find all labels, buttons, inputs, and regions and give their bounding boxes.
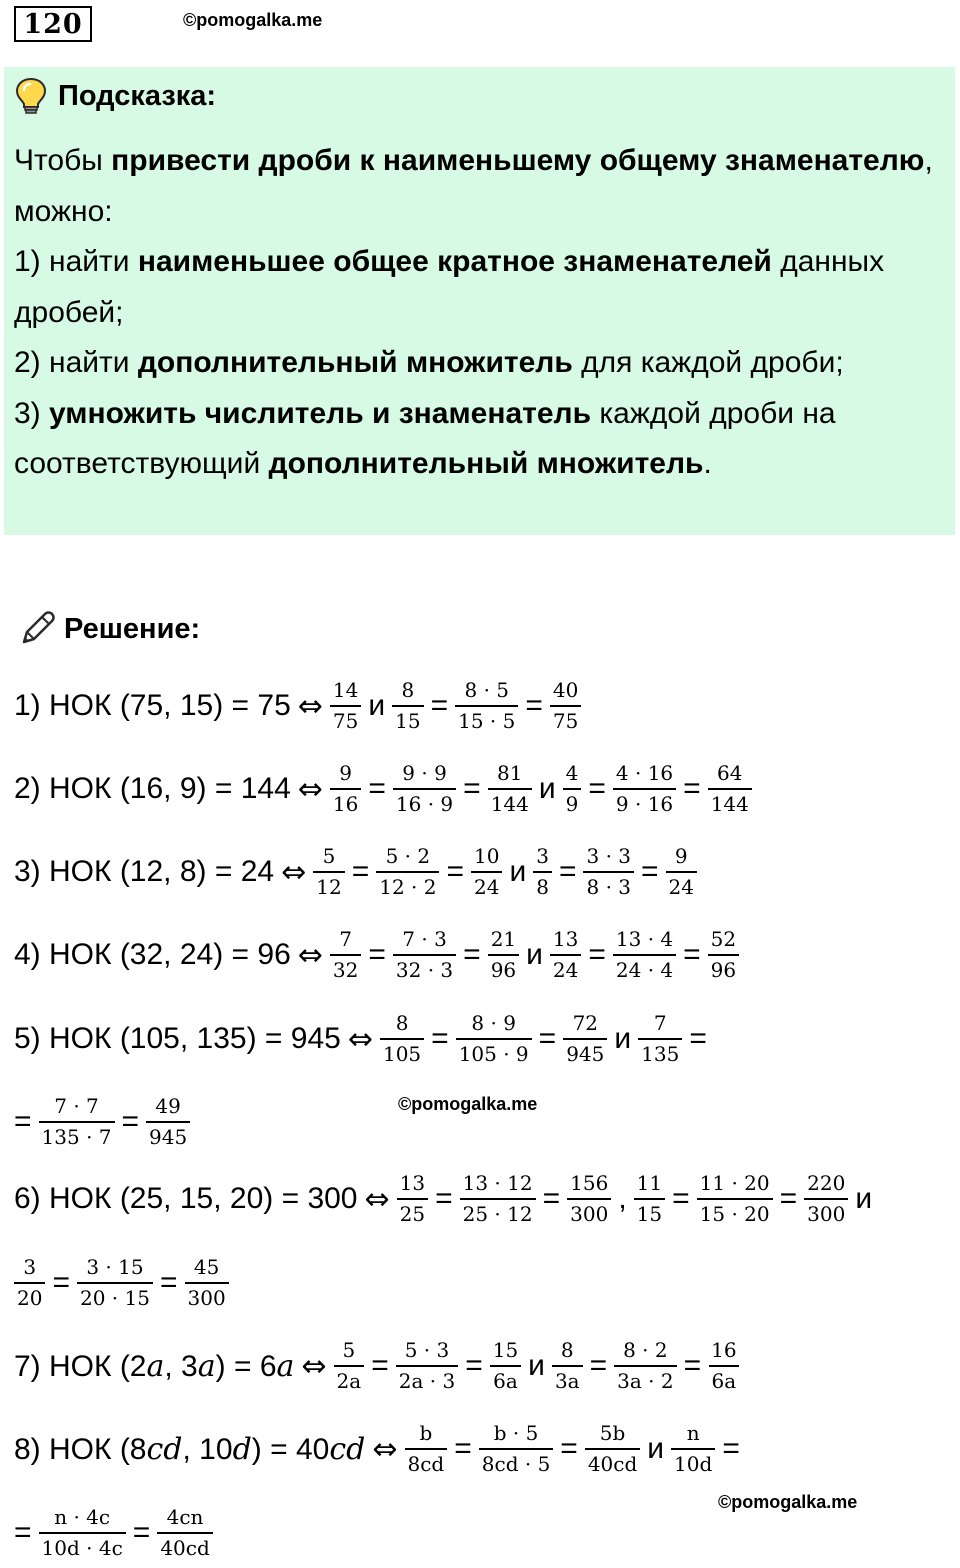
- fraction: $\frac{b \cdot 5}{8cd \cdot 5}$: [479, 1421, 554, 1477]
- fraction: $\frac{11 \cdot 20}{15 \cdot 20}$: [697, 1171, 773, 1227]
- equals-sign: =: [132, 1516, 151, 1549]
- watermark: ©pomogalka.me: [398, 1094, 538, 1114]
- iff-symbol: ⇔: [347, 1021, 373, 1057]
- fraction: $\frac{13}{24}$: [550, 927, 581, 983]
- fraction: $\frac{15}{6a}$: [490, 1338, 521, 1394]
- fraction: $\frac{16}{6a}$: [708, 1338, 739, 1394]
- pencil-icon: [18, 610, 56, 648]
- lcm-label: 2) НОК (16, 9) = 144: [14, 772, 291, 805]
- watermark: ©pomogalka.me: [718, 1492, 858, 1512]
- lcm-label: 1) НОК (75, 15) = 75: [14, 689, 291, 722]
- equals-sign: =: [368, 938, 386, 971]
- and-word: и: [538, 772, 556, 805]
- equals-sign: =: [588, 938, 606, 971]
- solution-title: [18, 608, 200, 650]
- solution-line-6-cont: [14, 1250, 229, 1316]
- equals-sign: =: [588, 772, 606, 805]
- equals-sign: =: [454, 1432, 472, 1465]
- fraction: $\frac{52}{96}$: [708, 927, 739, 983]
- lcm-label: 4) НОК (32, 24) = 96: [14, 938, 291, 971]
- equals-sign: =: [463, 938, 481, 971]
- fraction: $\frac{8 \cdot 5}{15 \cdot 5}$: [455, 678, 518, 734]
- equals-sign: =: [689, 1022, 707, 1055]
- and-word: и: [509, 855, 527, 888]
- solution-line-5: [14, 1006, 707, 1072]
- equals-sign: =: [431, 1022, 449, 1055]
- iff-symbol: ⇔: [301, 1348, 327, 1384]
- fraction: $\frac{220}{300}$: [804, 1171, 848, 1227]
- fraction: $\frac{8}{105}$: [380, 1011, 424, 1067]
- hint-text: [14, 136, 944, 490]
- lcm-label: 5) НОК (105, 135) = 945: [14, 1022, 341, 1055]
- hint-paragraph-3: 2) найти дополнительный множитель для каждой дроби;: [14, 346, 844, 379]
- equals-sign: =: [435, 1182, 453, 1215]
- solution-line-5-cont: [14, 1089, 190, 1155]
- equals-sign: =: [446, 855, 464, 888]
- fraction: $\frac{156}{300}$: [567, 1171, 611, 1227]
- solution-line-6: [14, 1166, 872, 1232]
- equals-sign: =: [351, 855, 370, 888]
- equals-sign: =: [159, 1266, 178, 1299]
- equals-sign: =: [558, 855, 577, 888]
- fraction: $\frac{9}{16}$: [330, 761, 361, 817]
- iff-symbol: ⇔: [281, 854, 307, 890]
- solution-line-8: [14, 1416, 740, 1482]
- fraction: $\frac{72}{945}$: [563, 1011, 607, 1067]
- equals-sign: =: [641, 855, 659, 888]
- comma: ,: [618, 1182, 627, 1215]
- equals-sign: =: [14, 1516, 32, 1549]
- fraction: $\frac{81}{144}$: [488, 761, 532, 817]
- hint-title: [14, 76, 216, 116]
- fraction: $\frac{8 \cdot 9}{105 \cdot 9}$: [456, 1011, 532, 1067]
- fraction: $\frac{13 \cdot 4}{24 \cdot 4}$: [613, 927, 676, 983]
- solution-line-7: [14, 1333, 740, 1399]
- fraction: $\frac{4cn}{40cd}$: [157, 1505, 212, 1561]
- fraction: $\frac{14}{75}$: [330, 678, 361, 734]
- solution-heading: Решение:: [64, 612, 201, 645]
- equals-sign: =: [683, 1349, 702, 1382]
- fraction: $\frac{5 \cdot 2}{12 \cdot 2}$: [376, 844, 439, 900]
- fraction: $\frac{10}{24}$: [471, 844, 502, 900]
- and-word: и: [614, 1022, 632, 1055]
- solution-line-2: [14, 756, 752, 822]
- equals-sign: =: [368, 772, 386, 805]
- fraction: $\frac{11}{15}$: [634, 1171, 665, 1227]
- equals-sign: =: [779, 1182, 798, 1215]
- equals-sign: =: [683, 938, 701, 971]
- watermark: ©pomogalka.me: [183, 10, 323, 30]
- iff-symbol: ⇔: [297, 937, 323, 973]
- fraction: $\frac{5}{12}$: [313, 844, 344, 900]
- fraction: $\frac{13 \cdot 12}{25 \cdot 12}$: [460, 1171, 536, 1227]
- equals-sign: =: [465, 1349, 483, 1382]
- lcm-label: 6) НОК (25, 15, 20) = 300: [14, 1182, 358, 1215]
- equals-sign: =: [560, 1432, 578, 1465]
- fraction: $\frac{4}{9}$: [563, 761, 582, 817]
- equals-sign: =: [463, 772, 481, 805]
- fraction: $\frac{4 \cdot 16}{9 \cdot 16}$: [613, 761, 676, 817]
- hint-paragraph-2: 1) найти наименьшее общее кратное знаменателей данных дробей;: [14, 245, 885, 329]
- fraction: $\frac{n \cdot 4c}{10d \cdot 4c}$: [39, 1505, 126, 1561]
- fraction: $\frac{7}{135}$: [638, 1011, 682, 1067]
- fraction: $\frac{5b}{40cd}$: [585, 1421, 640, 1477]
- fraction: $\frac{b}{8cd}$: [405, 1421, 448, 1477]
- fraction: $\frac{5 \cdot 3}{2a \cdot 3}$: [396, 1338, 458, 1394]
- fraction: $\frac{8}{15}$: [392, 678, 423, 734]
- lcm-label: 3) НОК (12, 8) = 24: [14, 855, 275, 888]
- fraction: $\frac{45}{300}$: [185, 1255, 229, 1311]
- lcm-label: 7) НОК (2a, 3a) = 6a: [14, 1348, 295, 1384]
- fraction: $\frac{21}{96}$: [488, 927, 519, 983]
- fraction: $\frac{3}{8}$: [533, 844, 552, 900]
- fraction: $\frac{8}{3a}$: [552, 1338, 583, 1394]
- equals-sign: =: [538, 1022, 557, 1055]
- fraction: $\frac{40}{75}$: [550, 678, 581, 734]
- fraction: $\frac{9}{24}$: [666, 844, 697, 900]
- hint-heading: Подсказка:: [58, 79, 217, 112]
- equals-sign: =: [722, 1432, 740, 1465]
- fraction: $\frac{7 \cdot 7}{135 \cdot 7}$: [39, 1094, 115, 1150]
- equals-sign: =: [525, 689, 543, 722]
- fraction: $\frac{3 \cdot 15}{20 \cdot 15}$: [77, 1255, 153, 1311]
- and-word: и: [647, 1432, 665, 1465]
- fraction: $\frac{3 \cdot 3}{8 \cdot 3}$: [583, 844, 634, 900]
- lcm-label: 8) НОК (8cd, 10d) = 40cd: [14, 1431, 366, 1467]
- equals-sign: =: [121, 1105, 140, 1138]
- fraction: $\frac{5}{2a}$: [334, 1338, 365, 1394]
- hint-paragraph-4: 3) умножить числитель и знаменатель каждой дроби на соответствующий дополнительный множитель.: [14, 396, 836, 480]
- and-word: и: [855, 1182, 873, 1215]
- iff-symbol: ⇔: [364, 1181, 390, 1217]
- and-word: и: [368, 689, 386, 722]
- fraction: $\frac{3}{20}$: [14, 1255, 45, 1311]
- task-number: 120: [14, 6, 92, 42]
- solution-line-3: [14, 839, 697, 905]
- iff-symbol: ⇔: [297, 688, 323, 724]
- equals-sign: =: [371, 1349, 389, 1382]
- iff-symbol: ⇔: [372, 1431, 398, 1467]
- equals-sign: =: [430, 689, 449, 722]
- equals-sign: =: [589, 1349, 608, 1382]
- solution-line-1: [14, 673, 581, 739]
- fraction: $\frac{8 \cdot 2}{3a \cdot 2}$: [614, 1338, 676, 1394]
- and-word: и: [528, 1349, 545, 1382]
- equals-sign: =: [672, 1182, 690, 1215]
- fraction: $\frac{49}{945}$: [146, 1094, 190, 1150]
- fraction: $\frac{n}{10d}$: [671, 1421, 715, 1477]
- equals-sign: =: [14, 1105, 32, 1138]
- fraction: $\frac{13}{25}$: [397, 1171, 428, 1227]
- iff-symbol: ⇔: [297, 771, 323, 807]
- and-word: и: [526, 938, 543, 971]
- equals-sign: =: [683, 772, 701, 805]
- fraction: $\frac{9 \cdot 9}{16 \cdot 9}$: [393, 761, 456, 817]
- hint-paragraph-1: Чтобы привести дроби к наименьшему общему знаменателю, можно:: [14, 144, 933, 228]
- solution-line-8-cont: [14, 1500, 213, 1566]
- lightbulb-icon: [14, 77, 48, 115]
- equals-sign: =: [542, 1182, 561, 1215]
- fraction: $\frac{64}{144}$: [708, 761, 752, 817]
- fraction: $\frac{7}{32}$: [330, 927, 361, 983]
- fraction: $\frac{7 \cdot 3}{32 \cdot 3}$: [393, 927, 456, 983]
- solution-line-4: [14, 922, 739, 988]
- equals-sign: =: [52, 1266, 70, 1299]
